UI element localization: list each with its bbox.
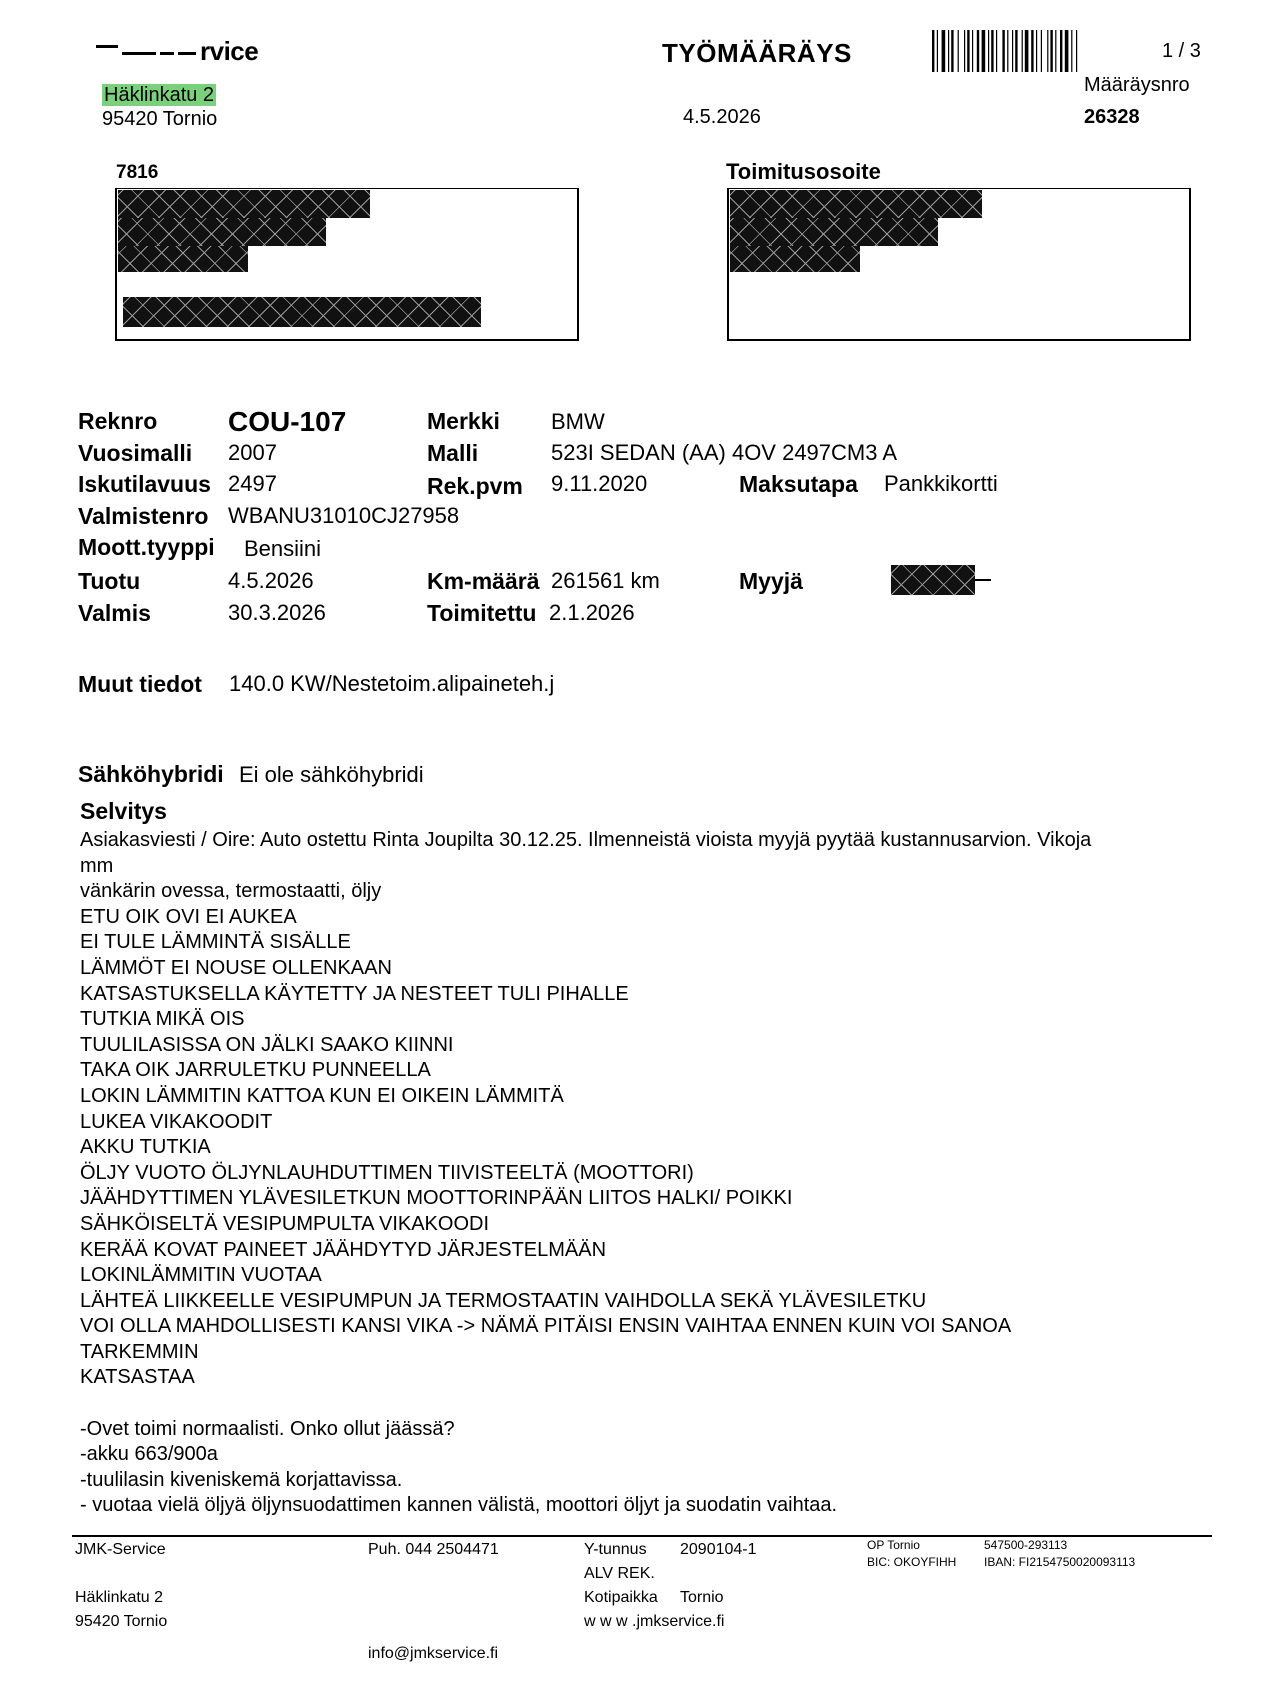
- valmis-value: 30.3.2026: [228, 600, 326, 625]
- order-date: 4.5.2026: [683, 106, 761, 128]
- iskutilavuus-value: 2497: [228, 471, 277, 496]
- rekpvm-label: Rek.pvm: [427, 473, 523, 499]
- order-number-label: Määräysnro: [1084, 74, 1190, 96]
- barcode: [932, 30, 1120, 72]
- moott-tyyppi-label: Moott.tyyppi: [78, 534, 215, 560]
- selvitys-line: LOKIN LÄMMITIN KATTOA KUN EI OIKEIN LÄMMITÄ: [80, 1084, 564, 1107]
- footer-company: JMK-Service: [75, 1541, 166, 1558]
- vuosimalli-value: 2007: [228, 440, 277, 465]
- selvitys-line: LÄHTEÄ LIIKKEELLE VESIPUMPUN JA TERMOSTAATIN VAIHDOLLA SEKÄ YLÄVESILETKU: [80, 1289, 927, 1312]
- km-value: 261561 km: [551, 568, 660, 593]
- footer-bic: BIC: OKOYFIHH: [867, 1555, 957, 1569]
- redacted-seller: [891, 565, 975, 595]
- company-address-city: 95420 Tornio: [102, 108, 218, 130]
- rekpvm-value: 9.11.2020: [551, 471, 648, 496]
- malli-value: 523I SEDAN (AA) 4OV 2497CM3 A: [551, 440, 898, 465]
- vuosimalli-label: Vuosimalli: [78, 440, 193, 466]
- maksutapa-value: Pankkikortti: [884, 471, 998, 496]
- company-address-street: [102, 84, 216, 107]
- selvitys-line: EI TULE LÄMMINTÄ SISÄLLE: [80, 931, 351, 954]
- page-number: 1 / 3: [1162, 40, 1201, 62]
- selvitys-line: LÄMMÖT EI NOUSE OLLENKAAN: [80, 956, 392, 979]
- myyja-label: Myyjä: [739, 568, 803, 594]
- redacted-block: [730, 218, 938, 246]
- document-title: TYÖMÄÄRÄYS: [662, 38, 852, 68]
- malli-label: Malli: [427, 440, 479, 466]
- company-name-text: rvice: [200, 36, 259, 66]
- redacted-block: [123, 297, 481, 327]
- footer-city: 95420 Tornio: [75, 1613, 168, 1630]
- selvitys-line: LOKINLÄMMITIN VUOTAA: [80, 1264, 322, 1287]
- footer-divider: [72, 1535, 1212, 1537]
- selvitys-text: [80, 828, 1091, 1519]
- redacted-mark: [96, 45, 118, 48]
- redacted-mark: [160, 52, 174, 55]
- selvitys-line: TAKA OIK JARRULETKU PUNNEELLA: [80, 1059, 431, 1082]
- valmis-label: Valmis: [78, 600, 151, 626]
- redacted-mark: [122, 52, 156, 55]
- redacted-block: [730, 190, 982, 218]
- footer-account: 547500-293113: [984, 1538, 1068, 1552]
- selvitys-label: Selvitys: [80, 798, 167, 824]
- iskutilavuus-label: Iskutilavuus: [78, 471, 211, 497]
- selvitys-line: -Ovet toimi normaalisti. Onko ollut jäässä?: [80, 1417, 455, 1440]
- moott-tyyppi-value: Bensiini: [244, 536, 322, 561]
- selvitys-line: - vuotaa vielä öljyä öljynsuodattimen kannen välistä, moottori öljyt ja suodatin vaihtaa.: [80, 1494, 838, 1517]
- footer-street: Häklinkatu 2: [75, 1589, 164, 1606]
- footer-ytunnus-label: Y-tunnus: [584, 1541, 647, 1558]
- selvitys-line: TUULILASISSA ON JÄLKI SAAKO KIINNI: [80, 1033, 454, 1056]
- footer-website: w w w .jmkservice.fi: [584, 1613, 725, 1630]
- muut-tiedot-value: 140.0 KW/Nestetoim.alipaineteh.j: [229, 671, 555, 696]
- reknro-value: COU-107: [228, 406, 347, 437]
- toimitettu-value: 2.1.2026: [549, 600, 635, 625]
- footer-kotipaikka: Tornio: [680, 1589, 724, 1606]
- highlighted-address: Häklinkatu 2: [104, 84, 215, 106]
- redacted-block: [118, 190, 370, 218]
- selvitys-line: -tuulilasin kiveniskemä korjattavissa.: [80, 1468, 403, 1491]
- selvitys-line: JÄÄHDYTTIMEN YLÄVESILETKUN MOOTTORINPÄÄN LIITOS HALKI/ POIKKI: [80, 1187, 793, 1210]
- selvitys-line: ÖLJY VUOTO ÖLJYNLAUHDUTTIMEN TIIVISTEELTÄ (MOOTTORI): [80, 1161, 694, 1184]
- delivery-address-label: Toimitusosoite: [726, 159, 881, 184]
- selvitys-line: KERÄÄ KOVAT PAINEET JÄÄHDYTYD JÄRJESTELMÄÄN: [80, 1238, 607, 1261]
- footer-kotipaikka-label: Kotipaikka: [584, 1589, 658, 1606]
- redacted-mark: [178, 52, 196, 55]
- reknro-label: Reknro: [78, 408, 158, 434]
- selvitys-line: [80, 1391, 1091, 1417]
- selvitys-line: ETU OIK OVI EI AUKEA: [80, 905, 297, 928]
- tuotu-value: 4.5.2026: [228, 568, 314, 593]
- selvitys-line: TUTKIA MIKÄ OIS: [80, 1008, 245, 1031]
- km-label: Km-määrä: [427, 568, 540, 594]
- redacted-block: [118, 246, 248, 272]
- footer-bank: OP Tornio: [867, 1538, 920, 1552]
- selvitys-line: vänkärin ovessa, termostaatti, öljy: [80, 880, 382, 903]
- selvitys-line: VOI OLLA MAHDOLLISESTI KANSI VIKA -> NÄMÄ PITÄISI ENSIN VAIHTAA ENNEN KUIN VOI SANOA: [80, 1315, 1012, 1338]
- customer-address-box: [115, 188, 579, 341]
- order-number: 26328: [1084, 106, 1140, 128]
- redacted-block: [118, 218, 326, 246]
- footer-phone: Puh. 044 2504471: [368, 1541, 499, 1558]
- footer-ytunnus: 2090104-1: [680, 1541, 757, 1558]
- merkki-label: Merkki: [427, 408, 500, 434]
- customer-number: 7816: [116, 162, 159, 183]
- merkki-value: BMW: [551, 409, 605, 434]
- footer-alv: ALV REK.: [584, 1565, 655, 1582]
- footer-iban: IBAN: FI2154750020093113: [984, 1555, 1136, 1569]
- sahkohybridi-value: Ei ole sähköhybridi: [239, 762, 424, 787]
- selvitys-line: KATSASTAA: [80, 1366, 195, 1389]
- sahkohybridi-label: Sähköhybridi: [78, 761, 224, 787]
- valmistenro-label: Valmistenro: [78, 503, 209, 529]
- selvitys-line: AKKU TUTKIA: [80, 1136, 211, 1159]
- selvitys-line: TARKEMMIN: [80, 1340, 199, 1363]
- muut-tiedot-label: Muut tiedot: [78, 671, 202, 697]
- redacted-block: [730, 246, 860, 272]
- tuotu-label: Tuotu: [78, 568, 141, 594]
- redaction-tail: [975, 579, 991, 581]
- selvitys-line: Asiakasviesti / Oire: Auto ostettu Rinta Joupilta 30.12.25. Ilmenneistä vioista myyjä pyytää kustannusarvion. Vikoja: [80, 829, 1092, 851]
- selvitys-line: -akku 663/900a: [80, 1443, 218, 1466]
- maksutapa-label: Maksutapa: [739, 471, 858, 497]
- selvitys-line: KATSASTUKSELLA KÄYTETTY JA NESTEET TULI PIHALLE: [80, 982, 629, 1005]
- company-name: [96, 36, 258, 67]
- footer-email: info@jmkservice.fi: [368, 1645, 499, 1662]
- selvitys-line: mm: [80, 854, 114, 877]
- selvitys-line: SÄHKÖISELTÄ VESIPUMPULTA VIKAKOODI: [80, 1212, 490, 1235]
- selvitys-line: LUKEA VIKAKOODIT: [80, 1110, 273, 1133]
- valmistenro-value: WBANU31010CJ27958: [228, 503, 460, 528]
- toimitettu-label: Toimitettu: [427, 600, 537, 626]
- delivery-address-box: [727, 188, 1191, 341]
